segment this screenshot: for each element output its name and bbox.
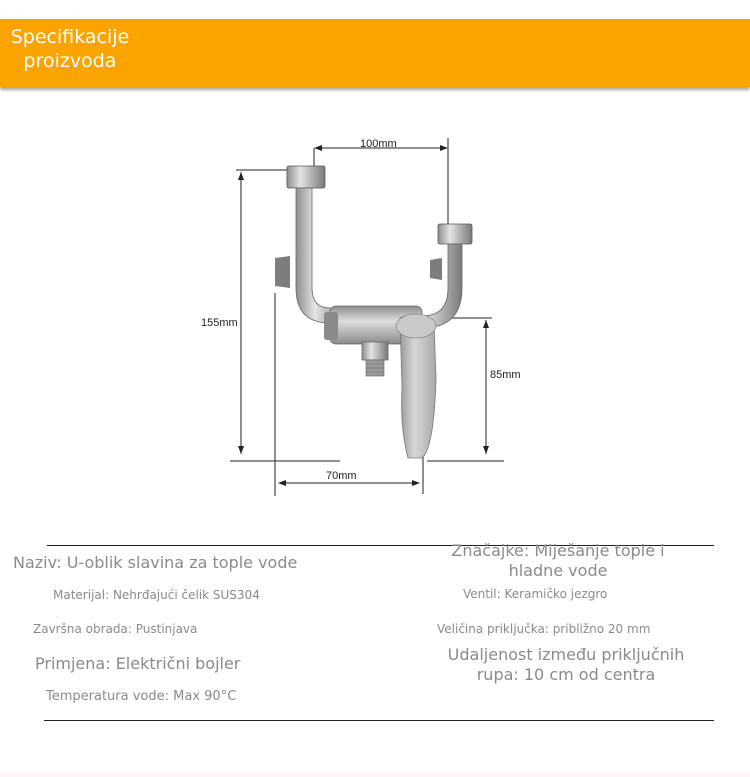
spec-temperatura: Temperatura vode: Max 90°C — [46, 689, 237, 704]
spec-zavrsna: Završna obrada: Pustinjava — [33, 622, 198, 636]
faucet-drawing — [190, 128, 520, 500]
bottom-divider — [44, 720, 714, 721]
spec-udaljenost: Udaljenost između priključnih rupa: 10 cm od centra — [447, 645, 685, 684]
header-title: Specifikacije proizvoda — [10, 26, 130, 72]
header-banner — [0, 19, 750, 87]
dim-top-label: 100mm — [360, 138, 397, 150]
spec-materijal: Materijal: Nehrđajući čelik SUS304 — [53, 588, 260, 602]
spec-naziv: Naziv: U-oblik slavina za tople vode — [13, 553, 298, 572]
dim-bottom-label: 70mm — [326, 470, 357, 482]
spec-znacajke: Značajke: Miješanje tople i hladne vode — [451, 541, 665, 580]
faucet-illustration — [190, 128, 520, 500]
spec-primjena: Primjena: Električni bojler — [35, 654, 241, 673]
bottom-strip — [0, 772, 750, 777]
dim-height-label: 155mm — [201, 317, 238, 329]
spec-ventil: Ventil: Keramičko jezgro — [463, 587, 608, 601]
dim-right-label: 85mm — [490, 369, 520, 381]
spec-velicina: Veličina priključka: približno 20 mm — [437, 622, 651, 636]
